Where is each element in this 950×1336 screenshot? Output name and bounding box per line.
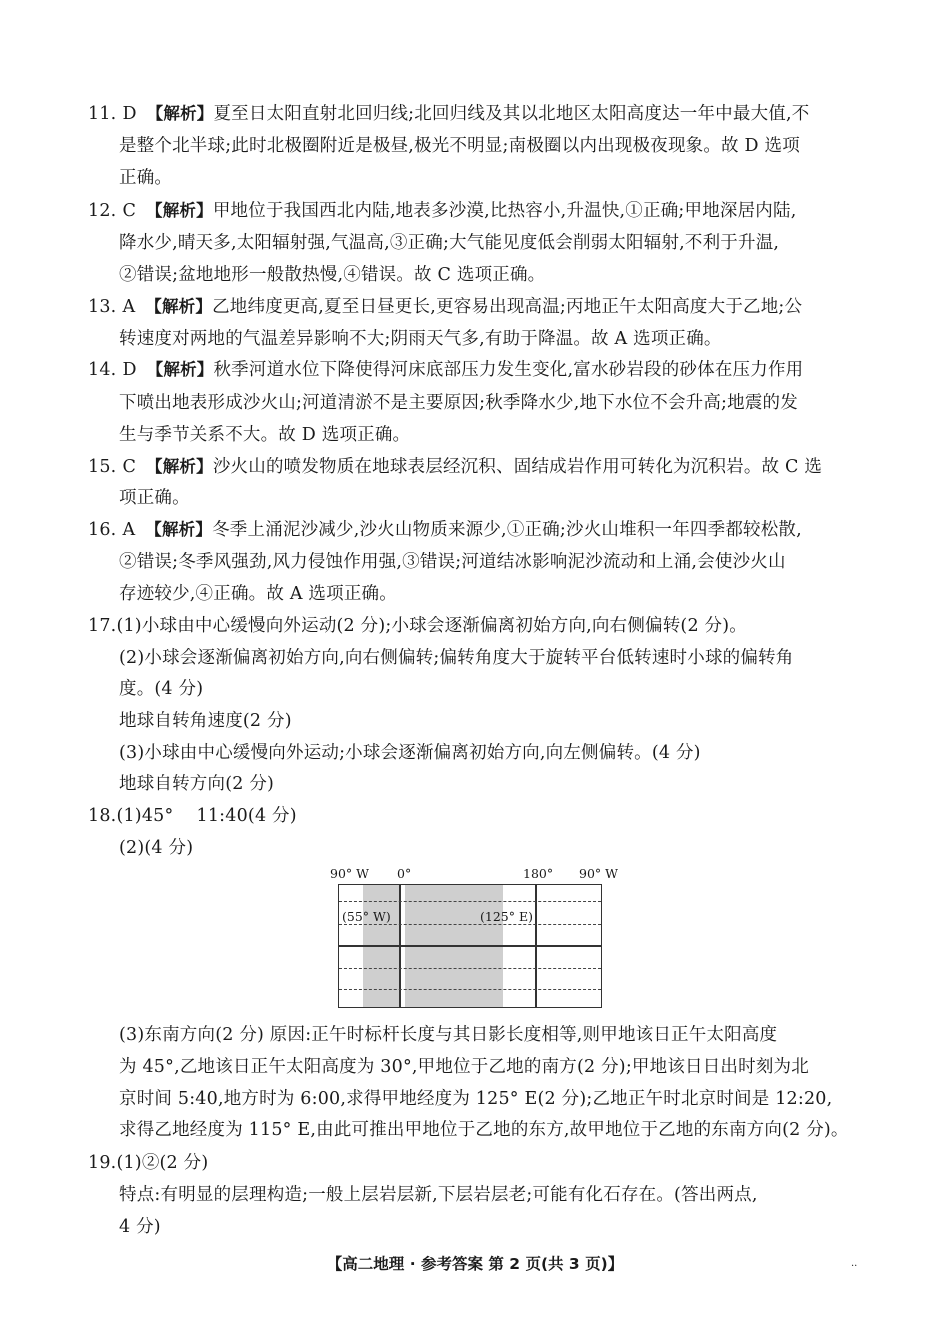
q17-line-3: 度。(4 分) bbox=[119, 679, 204, 699]
q13-line-1: 13. A 【解析】乙地纬度更高,夏至日昼更长,更容易出现高温;丙地正午太阳高度大于乙地;公 bbox=[88, 297, 803, 317]
label-90w-right: 90° W bbox=[579, 866, 618, 881]
q16-tag: 【解析】 bbox=[145, 520, 213, 539]
q12-line-3: ②错误;盆地地形一般散热慢,④错误。故 C 选项正确。 bbox=[119, 265, 546, 285]
q15-line-1: 15. C 【解析】沙火山的喷发物质在地球表层经沉积、固结成岩作用可转化为沉积岩。故 C 选 bbox=[88, 457, 823, 477]
q15-tag: 【解析】 bbox=[146, 457, 213, 476]
q11-number: 11. bbox=[88, 104, 117, 124]
q12-answer: C bbox=[122, 201, 137, 221]
q18-line-2: (2)(4 分) bbox=[119, 838, 194, 858]
corner-mark: .. bbox=[851, 1258, 858, 1269]
q18-part3-line-2: 为 45°,乙地该日正午太阳高度为 30°,甲地位于乙地的南方(2 分);甲地该日日出时刻为北 bbox=[119, 1057, 809, 1077]
q17-line-2: (2)小球会逐渐偏离初始方向,向右侧偏转;偏转角度大于旋转平台低转速时小球的偏转角 bbox=[119, 648, 794, 668]
q11-tag: 【解析】 bbox=[146, 104, 214, 123]
q17-line-4: 地球自转角速度(2 分) bbox=[119, 711, 292, 731]
q16-answer: A bbox=[122, 520, 136, 540]
q16-number: 16. bbox=[88, 520, 117, 540]
q15-answer: C bbox=[122, 457, 137, 477]
label-0-degree: 0° bbox=[397, 866, 412, 881]
equator-line bbox=[339, 945, 601, 947]
q14-line-2: 下喷出地表形成沙火山;河道清淤不是主要原因;秋季降水少,地下水位不会升高;地震的发 bbox=[119, 393, 798, 413]
q18-part3-line-1: (3)东南方向(2 分) 原因:正午时标杆长度与其日影长度相等,则甲地该日正午太阳高度 bbox=[119, 1025, 778, 1045]
q12-number: 12. bbox=[88, 201, 117, 221]
q18-part3-line-4: 求得乙地经度为 115° E,由此可推出甲地位于乙地的东方,故甲地位于乙地的东南方向(2 分)。 bbox=[119, 1120, 849, 1140]
q19-line-2: 特点:有明显的层理构造;一般上层岩层新,下层岩层老;可能有化石存在。(答出两点, bbox=[119, 1185, 758, 1205]
q12-tag: 【解析】 bbox=[146, 201, 213, 220]
q14-tag: 【解析】 bbox=[146, 360, 214, 379]
q11-line-2: 是整个北半球;此时北极圈附近是极昼,极光不明显;南极圈以内出现极夜现象。故 D 选项 bbox=[119, 136, 800, 156]
label-90w-left: 90° W bbox=[330, 866, 369, 881]
q19-line-3: 4 分) bbox=[119, 1217, 161, 1237]
q13-tag: 【解析】 bbox=[145, 297, 213, 316]
q19-number: 19. bbox=[88, 1153, 117, 1173]
q15-line-2: 项正确。 bbox=[119, 488, 190, 508]
q11-answer: D bbox=[122, 104, 137, 124]
label-55w: (55° W) bbox=[342, 909, 391, 924]
q13-line-2: 转速度对两地的气温差异影响不大;阴雨天气多,有助于降温。故 A 选项正确。 bbox=[119, 329, 722, 349]
q17-line-5: (3)小球由中心缓慢向外运动;小球会逐渐偏离初始方向,向左侧偏转。(4 分) bbox=[119, 743, 701, 763]
q18-number: 18. bbox=[88, 806, 117, 826]
q12-line-1: 12. C 【解析】甲地位于我国西北内陆,地表多沙漠,比热容小,升温快,①正确;甲地深居内陆, bbox=[88, 201, 797, 221]
q13-answer: A bbox=[122, 297, 136, 317]
dashed-parallel-2 bbox=[339, 924, 601, 925]
q11-line-3: 正确。 bbox=[119, 168, 173, 188]
q14-answer: D bbox=[122, 360, 137, 380]
q11-line-1: 11. D 【解析】夏至日太阳直射北回归线;北回归线及其以北地区太阳高度达一年中最大值,不 bbox=[88, 104, 810, 124]
q16-line-3: 存迹较少,④正确。故 A 选项正确。 bbox=[119, 584, 397, 604]
q18-line-1: 18.(1)45° 11:40(4 分) bbox=[88, 806, 297, 826]
dashed-parallel-4 bbox=[339, 989, 601, 990]
q17-line-1: 17.(1)小球由中心缓慢向外运动(2 分);小球会逐渐偏离初始方向,向右侧偏转(2 分)。 bbox=[88, 616, 747, 636]
q16-line-1: 16. A 【解析】冬季上涌泥沙减少,沙火山物质来源少,①正确;沙火山堆积一年四季都较松散, bbox=[88, 520, 802, 540]
label-125e: (125° E) bbox=[480, 909, 533, 924]
q15-number: 15. bbox=[88, 457, 117, 477]
q16-line-2: ②错误;冬季风强劲,风力侵蚀作用强,③错误;河道结冰影响泥沙流动和上涌,会使沙火山 bbox=[119, 552, 786, 572]
q13-number: 13. bbox=[88, 297, 117, 317]
q18-part3-line-3: 京时间 5:40,地方时为 6:00,求得甲地经度为 125° E(2 分);乙地正午时北京时间是 12:20, bbox=[119, 1089, 833, 1109]
dashed-parallel-1 bbox=[339, 901, 601, 902]
q12-line-2: 降水少,晴天多,太阳辐射强,气温高,③正确;大气能见度低会削弱太阳辐射,不利于升温, bbox=[119, 233, 780, 253]
q19-line-1: 19.(1)②(2 分) bbox=[88, 1153, 209, 1173]
q14-line-3: 生与季节关系不大。故 D 选项正确。 bbox=[119, 425, 411, 445]
map-grid bbox=[338, 884, 602, 1008]
time-zone-diagram bbox=[326, 862, 626, 1014]
q14-line-1: 14. D 【解析】秋季河道水位下降使得河床底部压力发生变化,富水砂岩段的砂体在压力作用 bbox=[88, 360, 804, 380]
q14-number: 14. bbox=[88, 360, 117, 380]
label-180-degree: 180° bbox=[523, 866, 554, 881]
q17-number: 17. bbox=[88, 616, 117, 636]
page-footer: 【高二地理 · 参考答案 第 2 页(共 3 页)】 bbox=[326, 1255, 624, 1273]
q17-line-6: 地球自转方向(2 分) bbox=[119, 774, 275, 794]
dashed-parallel-3 bbox=[339, 968, 601, 969]
